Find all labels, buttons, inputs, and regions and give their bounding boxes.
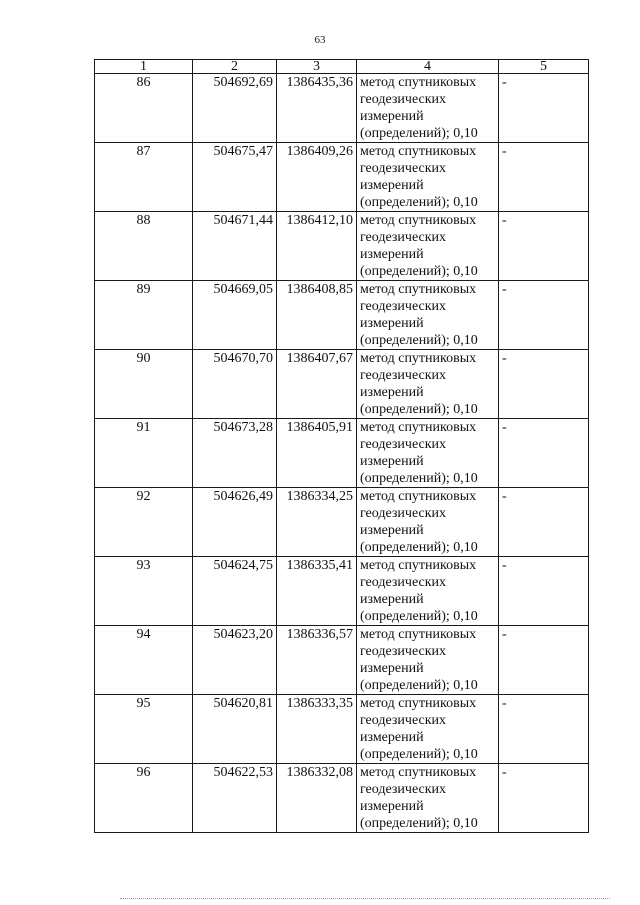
coordinate-x: 504623,20 (193, 626, 277, 695)
point-number: 92 (95, 488, 193, 557)
note: - (499, 143, 589, 212)
coordinate-y: 1386435,36 (277, 74, 357, 143)
table-row (95, 488, 589, 557)
point-number: 90 (95, 350, 193, 419)
note: - (499, 281, 589, 350)
method-accuracy: метод спутниковых геодезических измерений (определений); 0,10 (357, 419, 499, 488)
column-header-3: 3 (277, 60, 357, 74)
table-row (95, 557, 589, 626)
note: - (499, 350, 589, 419)
point-number: 91 (95, 419, 193, 488)
coordinate-y: 1386409,26 (277, 143, 357, 212)
note: - (499, 74, 589, 143)
note: - (499, 212, 589, 281)
coordinate-y: 1386405,91 (277, 419, 357, 488)
method-accuracy: метод спутниковых геодезических измерений (определений); 0,10 (357, 695, 499, 764)
table-header-row (95, 60, 589, 74)
method-accuracy: метод спутниковых геодезических измерений (определений); 0,10 (357, 212, 499, 281)
column-header-5: 5 (499, 60, 589, 74)
coordinate-x: 504671,44 (193, 212, 277, 281)
column-header-4: 4 (357, 60, 499, 74)
table-body (95, 74, 589, 833)
note: - (499, 695, 589, 764)
table-row (95, 695, 589, 764)
coordinate-y: 1386412,10 (277, 212, 357, 281)
coordinate-x: 504624,75 (193, 557, 277, 626)
coordinate-y: 1386407,67 (277, 350, 357, 419)
point-number: 94 (95, 626, 193, 695)
column-header-2: 2 (193, 60, 277, 74)
point-number: 89 (95, 281, 193, 350)
table-row (95, 281, 589, 350)
note: - (499, 557, 589, 626)
table-row (95, 74, 589, 143)
table-row (95, 143, 589, 212)
coordinate-x: 504692,69 (193, 74, 277, 143)
method-accuracy: метод спутниковых геодезических измерений (определений); 0,10 (357, 350, 499, 419)
method-accuracy: метод спутниковых геодезических измерений (определений); 0,10 (357, 281, 499, 350)
note: - (499, 419, 589, 488)
note: - (499, 764, 589, 833)
coordinate-x: 504626,49 (193, 488, 277, 557)
method-accuracy: метод спутниковых геодезических измерений (определений); 0,10 (357, 764, 499, 833)
coordinate-x: 504675,47 (193, 143, 277, 212)
page-number: 63 (314, 34, 326, 46)
method-accuracy: метод спутниковых геодезических измерений (определений); 0,10 (357, 74, 499, 143)
coordinate-y: 1386332,08 (277, 764, 357, 833)
coordinate-x: 504622,53 (193, 764, 277, 833)
method-accuracy: метод спутниковых геодезических измерений (определений); 0,10 (357, 488, 499, 557)
coordinate-y: 1386334,25 (277, 488, 357, 557)
point-number: 87 (95, 143, 193, 212)
coordinate-x: 504620,81 (193, 695, 277, 764)
method-accuracy: метод спутниковых геодезических измерений (определений); 0,10 (357, 143, 499, 212)
coordinate-y: 1386336,57 (277, 626, 357, 695)
note: - (499, 626, 589, 695)
point-number: 86 (95, 74, 193, 143)
point-number: 96 (95, 764, 193, 833)
note: - (499, 488, 589, 557)
coordinate-x: 504673,28 (193, 419, 277, 488)
point-number: 88 (95, 212, 193, 281)
table-row (95, 764, 589, 833)
method-accuracy: метод спутниковых геодезических измерений (определений); 0,10 (357, 626, 499, 695)
table-row (95, 350, 589, 419)
coordinate-y: 1386333,35 (277, 695, 357, 764)
point-number: 95 (95, 695, 193, 764)
cropped-footer-line (120, 898, 610, 902)
column-header-1: 1 (95, 60, 193, 74)
coordinate-x: 504669,05 (193, 281, 277, 350)
table-row (95, 212, 589, 281)
coordinate-y: 1386408,85 (277, 281, 357, 350)
coordinate-x: 504670,70 (193, 350, 277, 419)
method-accuracy: метод спутниковых геодезических измерений (определений); 0,10 (357, 557, 499, 626)
coordinates-table (94, 59, 589, 833)
table-row (95, 419, 589, 488)
point-number: 93 (95, 557, 193, 626)
coordinate-y: 1386335,41 (277, 557, 357, 626)
table-row (95, 626, 589, 695)
